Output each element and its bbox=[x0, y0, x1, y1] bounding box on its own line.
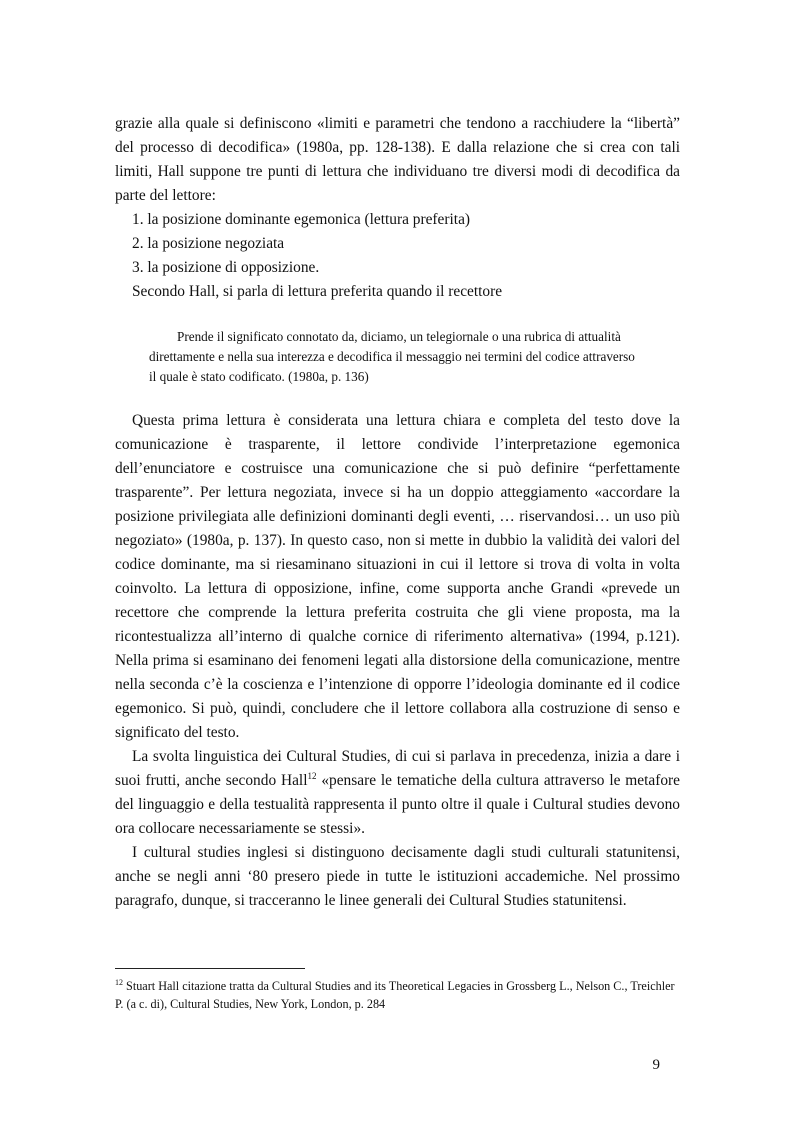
list-item: 2. la posizione negoziata bbox=[132, 235, 285, 252]
paragraph-5: I cultural studies inglesi si distinguono decisamente dagli studi culturali statunitensi, anche se negli anni ‘80 presero piede in tutte le istituzioni accademiche. Nel prossimo paragrafo, dunque, si tracceranno le linee generali dei Cultural Studies statunitensi. bbox=[115, 844, 680, 909]
quote-line: Prende il significato connotato da, diciamo, un telegiornale o una rubrica di attualità bbox=[177, 329, 621, 344]
paragraph-4-text: La svolta linguistica dei Cultural Studies, di cui si parlava in precedenza, inizia a dare i suoi frutti, anche secondo Hall bbox=[115, 748, 680, 789]
footnote-divider bbox=[115, 968, 305, 969]
reading-positions-list bbox=[115, 208, 680, 280]
footnote-number: 12 bbox=[115, 977, 123, 987]
quote-line: direttamente e nella sua interezza e decodifica il messaggio nei termini del codice attraverso bbox=[149, 349, 635, 364]
list-item: 3. la posizione di opposizione. bbox=[132, 259, 320, 276]
block-quote bbox=[149, 327, 646, 387]
quote-line: il quale è stato codificato. (1980a, p. 136) bbox=[149, 369, 369, 384]
paragraph-1: grazie alla quale si definiscono «limiti e parametri che tendono a racchiudere la “libertà” del processo di decodifica» (1980a, pp. 128-138). E dalla relazione che si crea con tali limiti, Hall suppone tre punti di lettura che individuano tre diversi modi di decodifica da parte del lettore: bbox=[115, 115, 680, 204]
page-number: 9 bbox=[652, 1057, 660, 1073]
footnote-ref[interactable]: 12 bbox=[307, 770, 317, 781]
paragraph-2: Secondo Hall, si parla di lettura preferita quando il recettore bbox=[132, 283, 503, 300]
body-text bbox=[115, 112, 680, 913]
footnote bbox=[115, 977, 680, 1013]
paragraph-4-text-cont: «pensare le tematiche della cultura attraverso le metafore del linguaggio e della testualità rappresenta il punto oltre il quale i Cultural studies devono ora collocare necessariamente se stessi». bbox=[115, 772, 680, 837]
list-item: 1. la posizione dominante egemonica (lettura preferita) bbox=[132, 211, 471, 228]
paragraph-4 bbox=[115, 745, 680, 841]
footnote-text: Stuart Hall citazione tratta da Cultural Studies and its Theoretical Legacies in Grossberg L., Nelson C., Treichler P. (a c. di), Cultural Studies, New York, London, p. 284 bbox=[115, 979, 675, 1011]
paragraph-3: Questa prima lettura è considerata una lettura chiara e completa del testo dove la comunicazione è trasparente, il lettore condivide l’interpretazione egemonica dell’enunciatore e costruisce una comunicazione che si può definire “perfettamente trasparente”. Per lettura negoziata, invece si ha un doppio atteggiamento «accordare la posizione privilegiata alle definizioni dominanti degli eventi, … riservandosi… un uso più negoziato» (1980a, p. 137). In questo caso, non si mette in dubbio la validità dei valori del codice dominante, ma si riesaminano situazioni in cui il lettore si trova di volta in volta coinvolto. La lettura di opposizione, infine, come supporta anche Grandi «prevede un recettore che comprende la lettura preferita costruita che gli viene proposta, ma la ricontestualizza all’interno di qualche cornice di riferimento alternativa» (1994, p.121). Nella prima si esaminano dei fenomeni legati alla distorsione della comunicazione, mentre nella seconda c’è la coscienza e l’intenzione di opporre l’ideologia dominante ed il codice egemonico. Si può, quindi, concludere che il lettore collabora alla costruzione di senso e significato del testo. bbox=[115, 412, 680, 741]
